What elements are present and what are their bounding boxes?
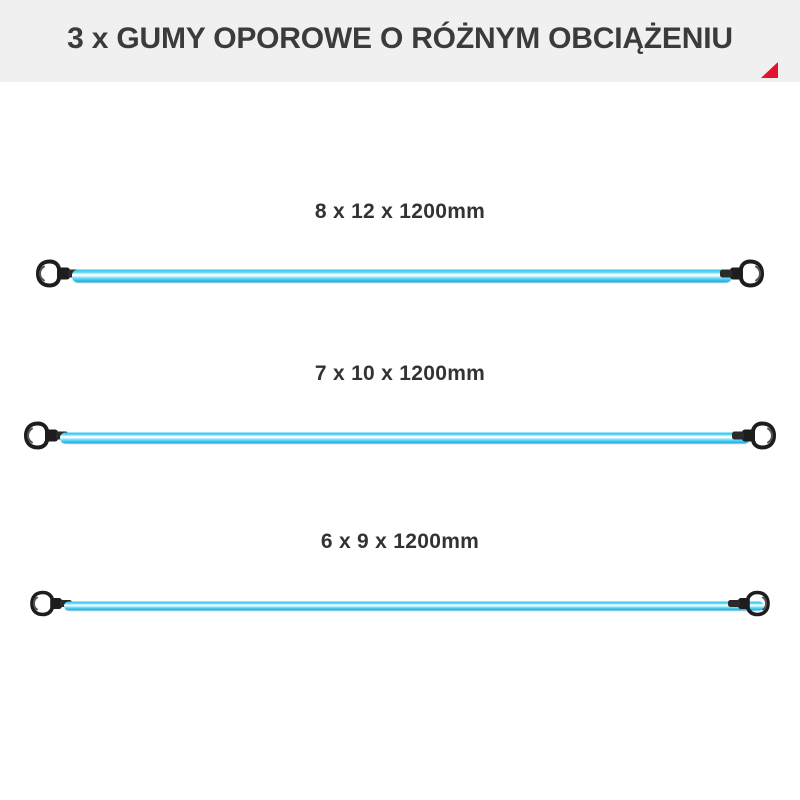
band-highlight — [72, 273, 732, 275]
band-body — [72, 270, 732, 283]
product-row — [0, 200, 800, 306]
snap-hook-icon — [726, 589, 770, 624]
red-triangle-accent — [761, 62, 778, 78]
band-highlight — [64, 604, 764, 606]
snap-hook-icon — [718, 257, 764, 296]
resistance-band-illustration — [0, 246, 800, 306]
resistance-band-illustration — [0, 576, 800, 636]
product-size-label: 7 x 10 x 1200mm — [314, 362, 486, 385]
product-size-label: 8 x 12 x 1200mm — [314, 200, 486, 223]
product-row — [0, 362, 800, 468]
snap-hook-icon — [730, 420, 776, 457]
band-body — [60, 433, 750, 444]
band-body — [64, 602, 764, 611]
band-highlight — [60, 436, 750, 438]
product-row — [0, 530, 800, 636]
header-banner — [0, 0, 800, 82]
product-size-label: 6 x 9 x 1200mm — [320, 530, 480, 553]
resistance-band-illustration — [0, 408, 800, 468]
page-title: 3 x GUMY OPOROWE O RÓŻNYM OBCIĄŻENIU — [67, 22, 733, 55]
